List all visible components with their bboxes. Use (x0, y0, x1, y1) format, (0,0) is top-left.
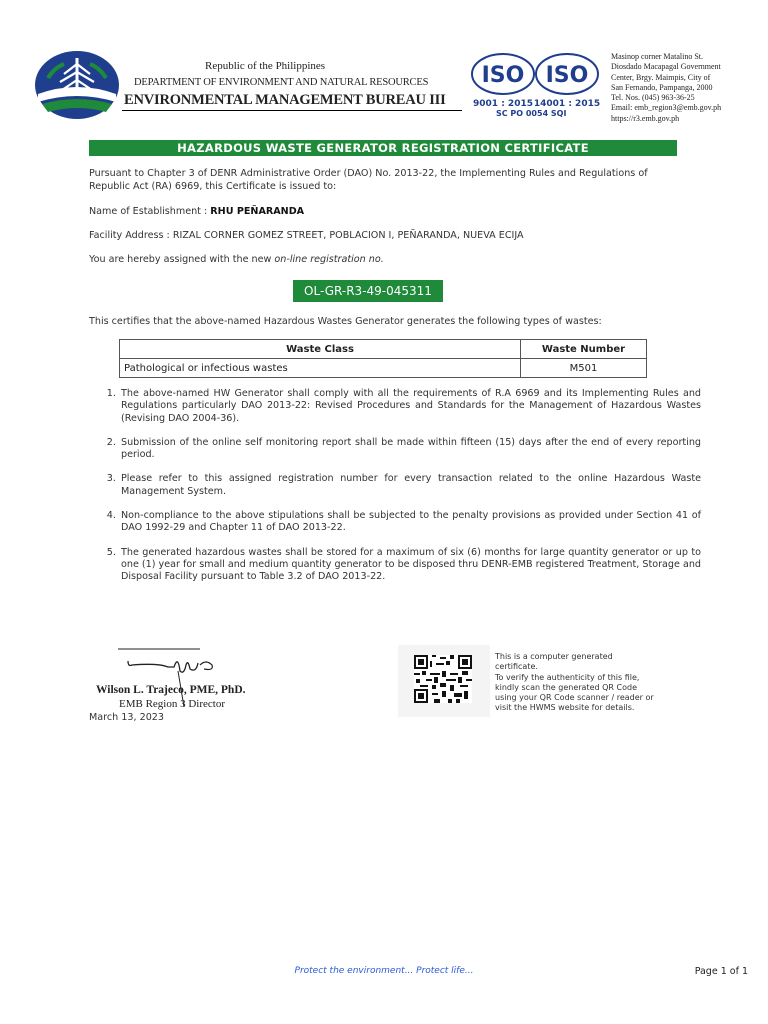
certificate-title: HAZARDOUS WASTE GENERATOR REGISTRATION CERTIFICATE (89, 140, 677, 156)
establishment-line (89, 205, 304, 218)
iso-cert-number: SC PO 0054 SQI (496, 109, 567, 118)
waste-table (119, 339, 647, 378)
cell-waste-class: Pathological or infectious wastes (120, 359, 521, 378)
condition-item: 2. Submission of the online self monitoring report shall be made within fifteen (15) days after the end of every reporting period. (119, 437, 701, 462)
facility-label: Facility Address : (89, 230, 173, 241)
republic-label: Republic of the Philippines (205, 60, 326, 72)
department-label: DEPARTMENT OF ENVIRONMENT AND NATURAL RESOURCES (134, 77, 429, 88)
verify-line: This is a computer generated (495, 652, 613, 661)
conditions-list (95, 388, 701, 596)
address-line: Tel. Nos. (045) 963-36-25 (611, 93, 695, 103)
table-row (120, 359, 647, 378)
intro-paragraph: Pursuant to Chapter 3 of DENR Administrative Order (DAO) No. 2013-22, the Implementing Rules and Regulations of Republic Act (RA) 6969, this Certificate is issued to: (89, 168, 648, 192)
iso-label-1: ISO (481, 63, 525, 88)
verify-line: To verify the authenticity of this file, (495, 672, 640, 682)
verify-line: visit the HWMS website for details. (495, 703, 635, 713)
table-header-row (120, 340, 647, 359)
footer-motto: Protect the environment... Protect life... (294, 966, 474, 976)
facility-address: RIZAL CORNER GOMEZ STREET, POBLACION I, PEÑARANDA, NUEVA ECIJA (172, 230, 524, 241)
signatory-name: Wilson L. Trajeco, PME, PhD. (96, 684, 246, 696)
address-line: Masinop corner Matalino St. (611, 52, 703, 61)
verify-line: using your QR Code scanner / reader or (495, 693, 654, 703)
iso-std-1: 9001 : 2015 (473, 99, 533, 109)
address-line: Center, Brgy. Maimpis, City of (611, 72, 711, 82)
condition-item: 3. Please refer to this assigned registration number for every transaction related to the online Hazardous Waste Management System. (119, 473, 701, 498)
condition-item: 4. Non-compliance to the above stipulations shall be subjected to the penalty provisions as provided under Section 41 of DAO 1992-29 and Chapter 11 of DAO 2013-22. (119, 510, 701, 535)
bureau-title: ENVIRONMENTAL MANAGEMENT BUREAU III (124, 92, 446, 108)
signatory-title: EMB Region 3 Director (119, 698, 226, 710)
assigned-italic: on-line registration no. (274, 254, 384, 265)
address-line: https://r3.emb.gov.ph (611, 113, 680, 123)
condition-item: 1. The above-named HW Generator shall comply with all the requirements of R.A 6969 and its Implementing Rules and Regulations particularly DAO 2013-22: Revised Procedures and Standards for the Management of Hazardous Wastes (Revising DAO 2004-36). (119, 388, 701, 425)
facility-line (89, 229, 524, 242)
header-waste-class: Waste Class (120, 340, 521, 359)
verify-line: certificate. (495, 662, 538, 672)
iso-label-2: ISO (545, 63, 589, 88)
address-line: Email: emb_region3@emb.gov.ph (611, 103, 722, 113)
assigned-line (89, 253, 384, 266)
qr-code-icon[interactable] (414, 655, 472, 703)
address-line: Diosdado Macapagal Government (611, 62, 721, 72)
denr-logo (34, 50, 120, 120)
verify-line: kindly scan the generated QR Code (495, 682, 637, 692)
office-address (611, 52, 761, 124)
header-rule (122, 110, 462, 111)
cell-waste-number: M501 (521, 359, 647, 378)
iso-std-2: 14001 : 2015 (533, 99, 600, 109)
qr-panel (398, 645, 490, 717)
certifies-paragraph: This certifies that the above-named Hazardous Wastes Generator generates the following types of wastes: (89, 316, 602, 327)
registration-number: OL-GR-R3-49-045311 (293, 280, 443, 302)
verification-note (495, 652, 685, 714)
establishment-label: Name of Establishment : (89, 206, 211, 217)
establishment-name: RHU PEÑARANDA (210, 206, 305, 217)
header-waste-number: Waste Number (521, 340, 647, 359)
page-number: Page 1 of 1 (694, 966, 748, 977)
issue-date: March 13, 2023 (89, 712, 165, 723)
assigned-prefix: You are hereby assigned with the new (89, 254, 275, 265)
condition-item: 5. The generated hazardous wastes shall be stored for a maximum of six (6) months for large quantity generator or up to one (1) year for small and medium quantity generator to be disposed thru DENR-EMB registered Treatment, Storage and Disposal Facility pursuant to Table 3.2 of DAO 2013-22. (119, 547, 701, 584)
address-line: San Fernando, Pampanga, 2000 (611, 82, 713, 92)
